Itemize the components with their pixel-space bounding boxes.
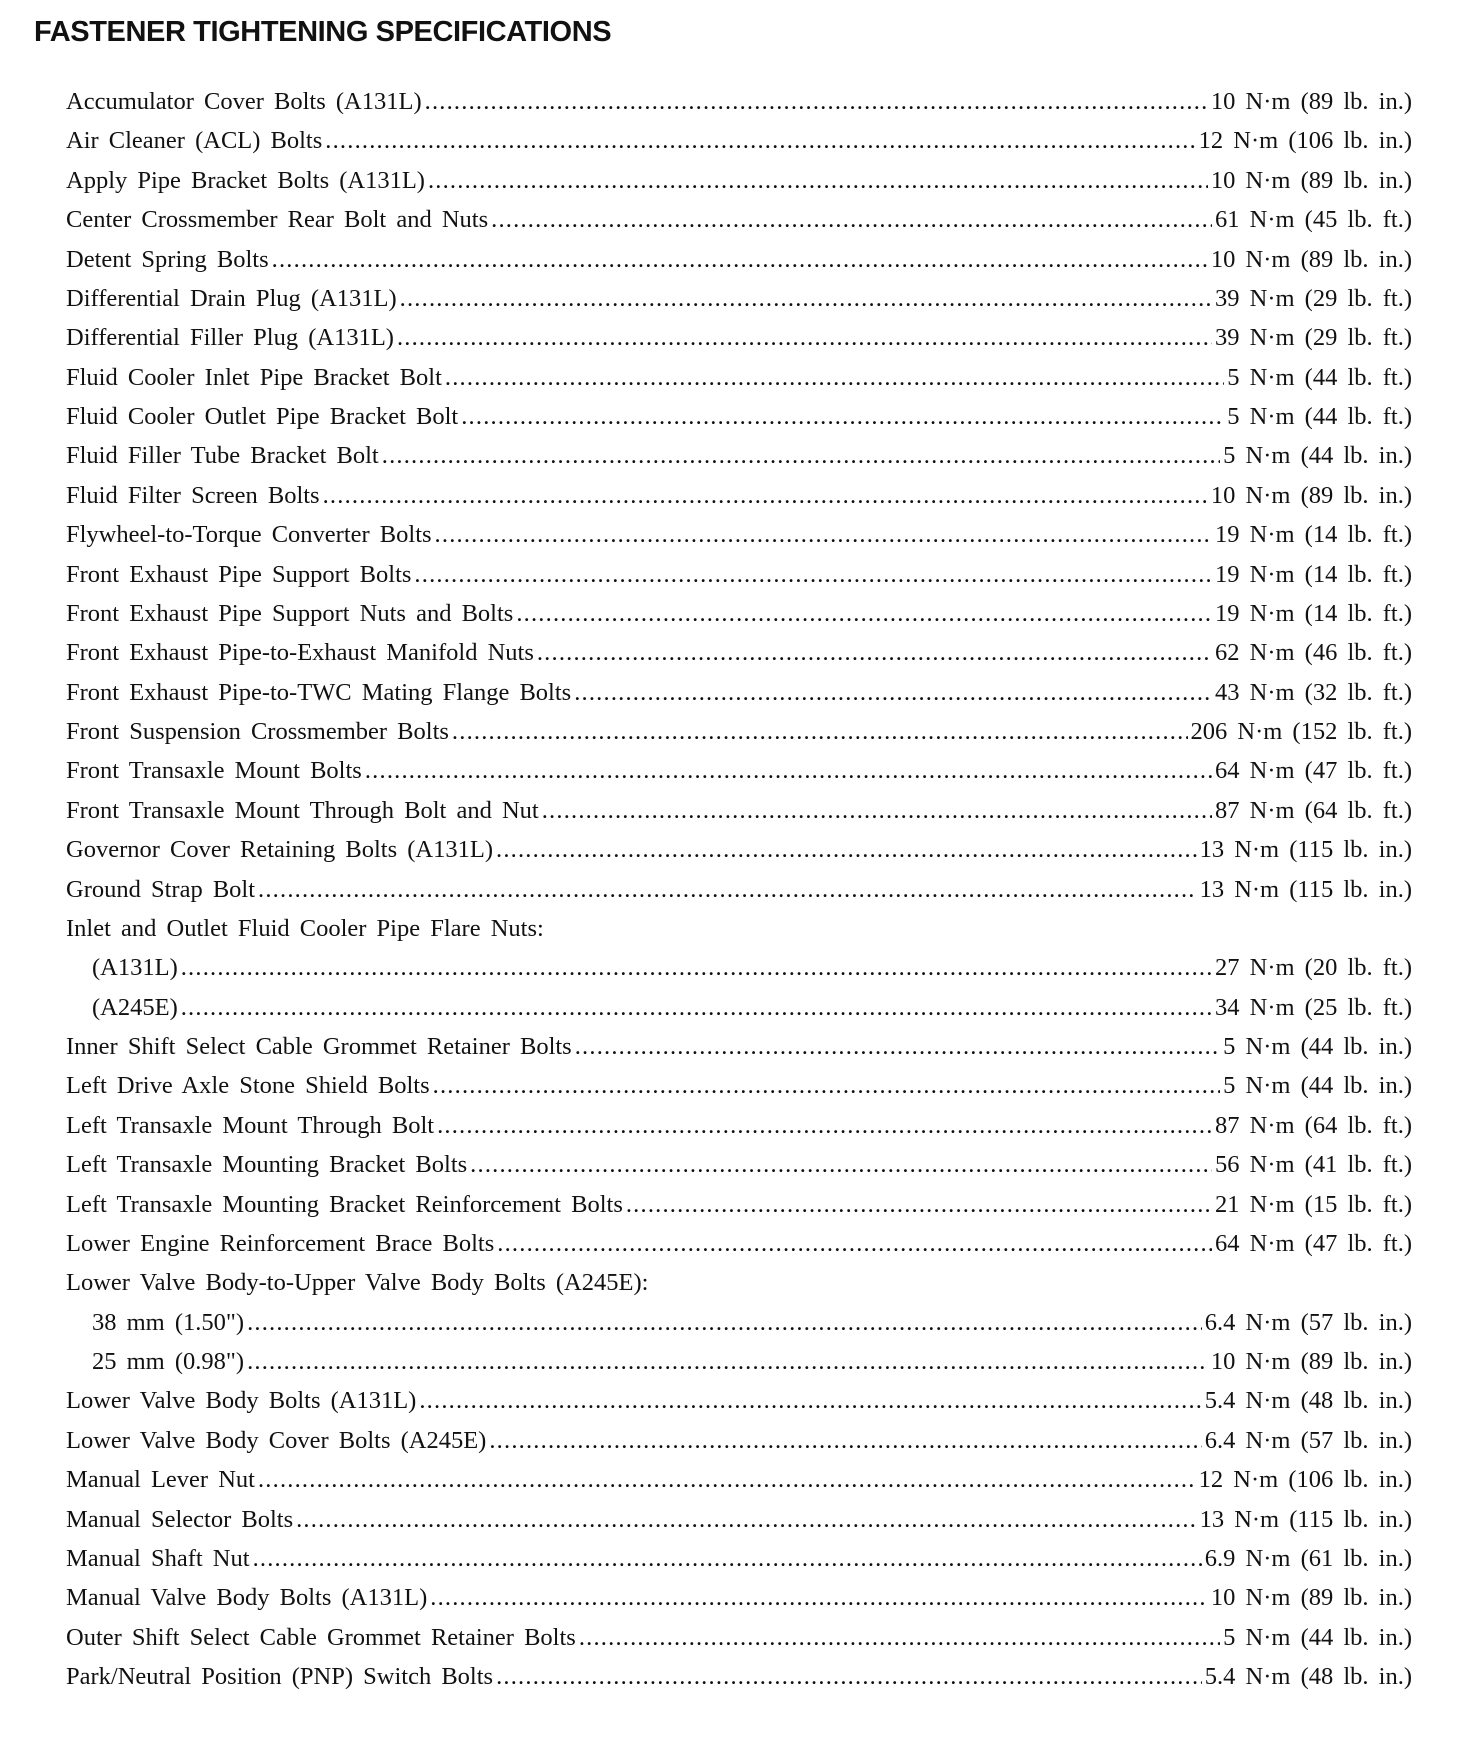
dot-leader <box>258 1466 1196 1494</box>
spec-label: Manual Selector Bolts <box>66 1505 294 1533</box>
spec-value: 87 N·m (64 lb. ft.) <box>1215 796 1412 824</box>
spec-label: (A131L) <box>92 954 178 982</box>
spec-row <box>66 1584 1412 1623</box>
dot-leader <box>437 1112 1212 1140</box>
dot-leader <box>491 206 1212 234</box>
spec-value: 13 N·m (115 lb. in.) <box>1199 836 1412 864</box>
spec-row <box>66 757 1412 796</box>
dot-leader <box>414 561 1212 589</box>
spec-label: Manual Lever Nut <box>66 1466 255 1494</box>
spec-label: Front Exhaust Pipe-to-TWC Mating Flange Bolts <box>66 678 572 706</box>
spec-value: 5.4 N·m (48 lb. in.) <box>1204 1387 1412 1415</box>
dot-leader <box>430 1584 1208 1612</box>
spec-row <box>66 1348 1412 1387</box>
spec-label: Front Exhaust Pipe Support Bolts <box>66 560 412 588</box>
spec-row <box>66 1151 1412 1190</box>
spec-row <box>66 521 1412 560</box>
page-title: FASTENER TIGHTENING SPECIFICATIONS <box>34 16 612 48</box>
spec-row <box>66 1230 1412 1269</box>
spec-label: Front Suspension Crossmember Bolts <box>66 718 449 745</box>
spec-label: Outer Shift Select Cable Grommet Retainer Bolts <box>66 1623 576 1651</box>
spec-value: 64 N·m (47 lb. ft.) <box>1215 757 1412 785</box>
spec-row <box>66 127 1412 166</box>
spec-row <box>66 1191 1412 1230</box>
spec-label: Fluid Filler Tube Bracket Bolt <box>66 442 379 470</box>
spec-value: 19 N·m (14 lb. ft.) <box>1215 599 1412 627</box>
dot-leader <box>258 876 1197 904</box>
spec-value: 39 N·m (29 lb. ft.) <box>1215 324 1412 352</box>
spec-value: 10 N·m (89 lb. in.) <box>1210 481 1412 509</box>
spec-row <box>66 639 1412 678</box>
dot-leader <box>497 1230 1212 1258</box>
spec-label: Left Transaxle Mounting Bracket Reinforcement Bolts <box>66 1190 623 1218</box>
spec-label: Differential Filler Plug (A131L) <box>66 324 394 352</box>
spec-row <box>66 876 1412 915</box>
spec-label: Fluid Cooler Outlet Pipe Bracket Bolt <box>66 403 459 430</box>
spec-value: 206 N·m (152 lb. ft.) <box>1190 718 1412 745</box>
spec-label: Front Transaxle Mount Bolts <box>66 757 362 785</box>
spec-row <box>66 679 1412 718</box>
spec-row <box>66 403 1412 442</box>
dot-leader <box>365 757 1212 785</box>
spec-row <box>66 994 1412 1033</box>
spec-row <box>66 167 1412 206</box>
dot-leader <box>397 324 1212 352</box>
spec-value: 5.4 N·m (48 lb. in.) <box>1204 1663 1412 1690</box>
dot-leader <box>489 1427 1201 1455</box>
spec-label: Inlet and Outlet Fluid Cooler Pipe Flare Nuts: <box>66 914 544 942</box>
dot-leader <box>181 994 1212 1022</box>
spec-row <box>66 88 1412 127</box>
dot-leader <box>382 442 1220 470</box>
spec-value: 5 N·m (44 lb. in.) <box>1223 442 1412 470</box>
spec-value: 5 N·m (44 lb. in.) <box>1223 1033 1412 1060</box>
spec-label: Lower Valve Body Cover Bolts (A245E) <box>66 1426 487 1454</box>
spec-label: Front Exhaust Pipe Support Nuts and Bolts <box>66 599 514 627</box>
spec-label: Accumulator Cover Bolts (A131L) <box>66 88 422 115</box>
spec-row <box>66 1269 1412 1308</box>
spec-label: Ground Strap Bolt <box>66 875 256 903</box>
spec-row <box>66 1663 1412 1702</box>
spec-label: Flywheel-to-Torque Converter Bolts <box>66 521 432 549</box>
spec-label: Left Transaxle Mount Through Bolt <box>66 1111 435 1139</box>
spec-value: 10 N·m (89 lb. in.) <box>1210 166 1412 194</box>
spec-row <box>66 561 1412 600</box>
spec-row <box>66 206 1412 245</box>
spec-value: 62 N·m (46 lb. ft.) <box>1215 639 1412 667</box>
spec-row <box>66 364 1412 403</box>
spec-row <box>66 1506 1412 1545</box>
dot-leader <box>433 1072 1221 1100</box>
spec-value: 34 N·m (25 lb. ft.) <box>1215 993 1412 1021</box>
spec-label: Park/Neutral Position (PNP) Switch Bolts <box>66 1663 494 1690</box>
dot-leader <box>428 167 1208 195</box>
spec-value: 13 N·m (115 lb. in.) <box>1199 1505 1412 1533</box>
spec-row <box>66 915 1412 954</box>
dot-leader <box>574 679 1212 707</box>
spec-label: Governor Cover Retaining Bolts (A131L) <box>66 836 493 864</box>
spec-row <box>66 285 1412 324</box>
spec-row <box>66 1466 1412 1505</box>
dot-leader <box>470 1151 1212 1179</box>
dot-leader <box>516 600 1212 628</box>
dot-leader <box>325 127 1195 155</box>
dot-leader <box>496 836 1197 864</box>
spec-value: 5 N·m (44 lb. in.) <box>1223 1072 1412 1100</box>
spec-row <box>66 482 1412 521</box>
dot-leader <box>445 364 1224 392</box>
spec-list <box>66 88 1412 1702</box>
dot-leader <box>247 1309 1202 1337</box>
spec-label: Lower Engine Reinforcement Brace Bolts <box>66 1229 495 1257</box>
spec-value: 87 N·m (64 lb. ft.) <box>1215 1111 1412 1139</box>
dot-leader <box>626 1191 1212 1219</box>
spec-row <box>66 1624 1412 1663</box>
spec-row <box>66 246 1412 285</box>
spec-label: Air Cleaner (ACL) Bolts <box>66 127 323 155</box>
spec-value: 10 N·m (89 lb. in.) <box>1210 1348 1412 1375</box>
spec-value: 27 N·m (20 lb. ft.) <box>1215 954 1412 982</box>
spec-value: 6.4 N·m (57 lb. in.) <box>1204 1308 1412 1336</box>
spec-row <box>66 954 1412 993</box>
dot-leader <box>247 1348 1208 1376</box>
spec-row <box>66 1072 1412 1111</box>
spec-value: 10 N·m (89 lb. in.) <box>1210 245 1412 273</box>
spec-label: Detent Spring Bolts <box>66 245 269 273</box>
spec-value: 56 N·m (41 lb. ft.) <box>1215 1151 1412 1179</box>
spec-label: Front Transaxle Mount Through Bolt and Nut <box>66 796 539 824</box>
dot-leader <box>419 1387 1201 1415</box>
dot-leader <box>296 1506 1196 1534</box>
spec-value: 5 N·m (44 lb. ft.) <box>1227 363 1412 391</box>
spec-label: Front Exhaust Pipe-to-Exhaust Manifold Nuts <box>66 639 534 667</box>
spec-value: 6.9 N·m (61 lb. in.) <box>1204 1544 1412 1572</box>
dot-leader <box>181 954 1212 982</box>
dot-leader <box>425 88 1208 116</box>
dot-leader <box>542 797 1212 825</box>
spec-row <box>66 1387 1412 1426</box>
spec-label: Manual Valve Body Bolts (A131L) <box>66 1584 428 1612</box>
spec-label: Manual Shaft Nut <box>66 1544 250 1572</box>
spec-value: 19 N·m (14 lb. ft.) <box>1215 560 1412 588</box>
spec-row <box>66 600 1412 639</box>
dot-leader <box>452 718 1188 746</box>
spec-label: Left Drive Axle Stone Shield Bolts <box>66 1072 430 1100</box>
spec-value: 10 N·m (89 lb. in.) <box>1210 1584 1412 1612</box>
spec-label: Inner Shift Select Cable Grommet Retainer Bolts <box>66 1033 572 1060</box>
spec-value: 64 N·m (47 lb. ft.) <box>1215 1229 1412 1257</box>
spec-row <box>66 442 1412 481</box>
spec-label: 25 mm (0.98") <box>92 1348 245 1375</box>
spec-row <box>66 797 1412 836</box>
spec-value: 43 N·m (32 lb. ft.) <box>1215 678 1412 706</box>
dot-leader <box>272 246 1208 274</box>
spec-value: 12 N·m (106 lb. in.) <box>1198 127 1412 155</box>
spec-value: 12 N·m (106 lb. in.) <box>1198 1466 1412 1494</box>
spec-value: 5 N·m (44 lb. ft.) <box>1227 403 1412 430</box>
dot-leader <box>461 403 1224 431</box>
spec-label: 38 mm (1.50") <box>92 1308 245 1336</box>
dot-leader <box>537 639 1212 667</box>
dot-leader <box>323 482 1208 510</box>
spec-label: Apply Pipe Bracket Bolts (A131L) <box>66 166 425 194</box>
spec-row <box>66 1545 1412 1584</box>
dot-leader <box>579 1624 1220 1652</box>
spec-label: Left Transaxle Mounting Bracket Bolts <box>66 1151 468 1179</box>
spec-value: 6.4 N·m (57 lb. in.) <box>1204 1426 1412 1454</box>
spec-value: 5 N·m (44 lb. in.) <box>1223 1623 1412 1651</box>
dot-leader <box>496 1663 1202 1691</box>
dot-leader <box>400 285 1212 313</box>
spec-value: 10 N·m (89 lb. in.) <box>1210 88 1412 115</box>
spec-value: 39 N·m (29 lb. ft.) <box>1215 284 1412 312</box>
spec-label: Differential Drain Plug (A131L) <box>66 284 397 312</box>
spec-value: 21 N·m (15 lb. ft.) <box>1215 1190 1412 1218</box>
spec-row <box>66 1033 1412 1072</box>
spec-row <box>66 324 1412 363</box>
dot-leader <box>575 1033 1220 1061</box>
spec-row <box>66 1427 1412 1466</box>
spec-label: (A245E) <box>92 993 178 1021</box>
spec-label: Lower Valve Body-to-Upper Valve Body Bolts (A245E): <box>66 1269 649 1297</box>
spec-row <box>66 718 1412 757</box>
dot-leader <box>253 1545 1202 1573</box>
spec-value: 61 N·m (45 lb. ft.) <box>1215 206 1412 234</box>
spec-row <box>66 1112 1412 1151</box>
spec-label: Fluid Filter Screen Bolts <box>66 481 320 509</box>
dot-leader <box>435 521 1212 549</box>
spec-label: Fluid Cooler Inlet Pipe Bracket Bolt <box>66 363 442 391</box>
spec-label: Center Crossmember Rear Bolt and Nuts <box>66 206 489 234</box>
spec-value: 19 N·m (14 lb. ft.) <box>1215 521 1412 549</box>
spec-row <box>66 836 1412 875</box>
spec-label: Lower Valve Body Bolts (A131L) <box>66 1387 417 1415</box>
spec-value: 13 N·m (115 lb. in.) <box>1199 875 1412 903</box>
spec-row <box>66 1309 1412 1348</box>
